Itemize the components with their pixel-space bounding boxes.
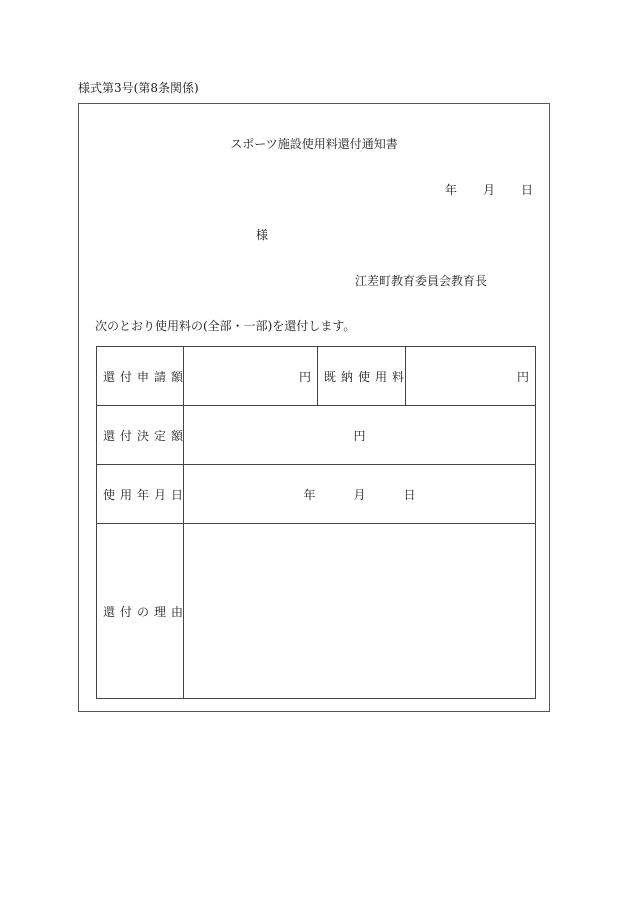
usage-month: 月	[353, 487, 366, 502]
date-month: 月	[482, 183, 495, 197]
paid-fee-label: 既納使用料	[318, 347, 406, 406]
date-year: 年	[444, 183, 457, 197]
table-row	[97, 347, 536, 406]
issue-date	[445, 181, 533, 198]
usage-date-value	[184, 465, 536, 524]
form-frame	[78, 103, 550, 712]
document-title: スポーツ施設使用料還付通知書	[230, 137, 398, 151]
issuer-name: 江差町教育委員会教育長	[354, 274, 487, 288]
table-row	[97, 465, 536, 524]
refund-decided-amount	[184, 406, 536, 465]
refund-reason-value	[184, 524, 536, 699]
usage-day: 日	[403, 487, 416, 502]
addressee-suffix: 様	[256, 228, 269, 242]
yen-unit: 円	[298, 369, 311, 384]
refund-reason-label: 還付の理由	[97, 524, 184, 699]
refund-decided-label: 還付決定額	[97, 406, 184, 465]
intro-text: 次のとおり使用料の(全部・一部)を還付します。	[95, 319, 356, 333]
yen-unit: 円	[353, 428, 366, 443]
paid-fee-amount	[406, 347, 536, 406]
usage-date-label: 使用年月日	[97, 465, 184, 524]
refund-requested-label: 還付申請額	[97, 347, 184, 406]
refund-requested-amount	[184, 347, 318, 406]
date-day: 日	[520, 183, 533, 197]
table-row	[97, 406, 536, 465]
yen-unit: 円	[516, 369, 529, 384]
form-number: 様式第3号(第8条関係)	[78, 81, 199, 95]
refund-table	[96, 346, 536, 699]
usage-year: 年	[303, 487, 316, 502]
table-row	[97, 524, 536, 699]
